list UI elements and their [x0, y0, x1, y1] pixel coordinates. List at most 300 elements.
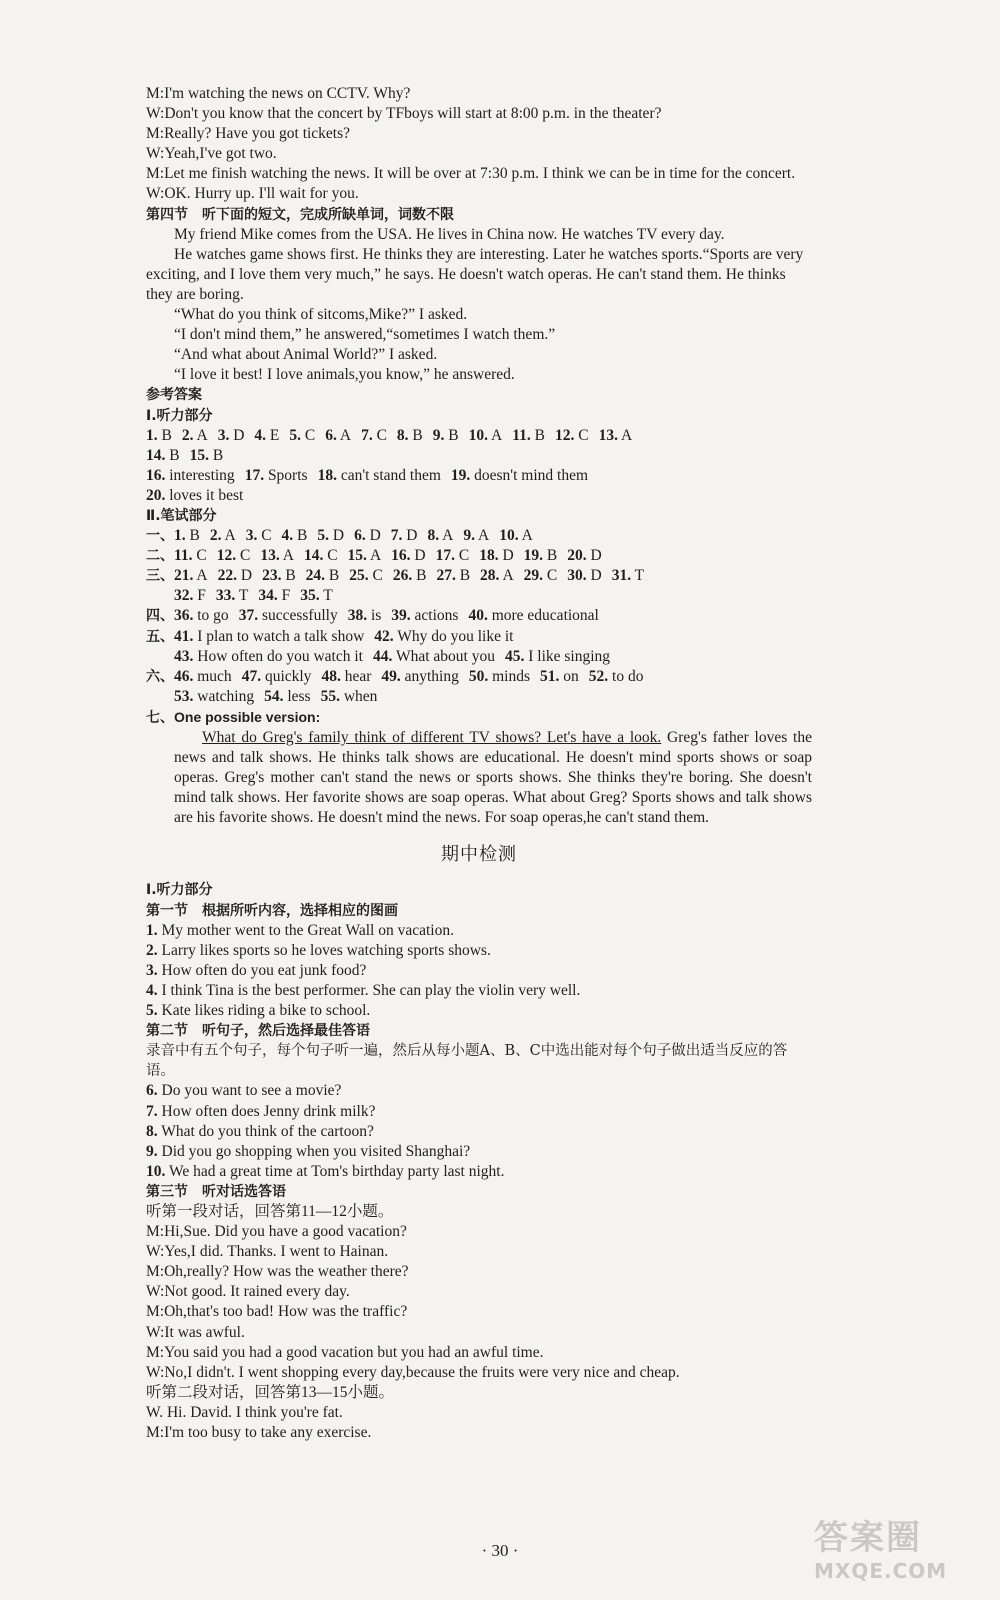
item-number: 52. [588, 667, 609, 685]
answer-item [304, 547, 338, 564]
answer-item [612, 567, 644, 584]
listening-fill-row [146, 486, 812, 506]
answer-item [436, 567, 470, 584]
item-number: 2. [146, 941, 158, 959]
item-number: 37. [238, 607, 259, 625]
answer-item [391, 607, 458, 624]
question-line [146, 1001, 812, 1021]
item-number: 26. [392, 567, 413, 585]
item-number: 22. [217, 567, 237, 585]
item-answer: B [328, 567, 340, 585]
item-answer: C [327, 547, 338, 565]
item-number: 30. [567, 567, 587, 585]
answer-item [381, 668, 459, 685]
dialogue-line: 听第二段对话，回答第13—15小题。 [146, 1383, 395, 1401]
dialogue-line: W:Don't you know that the concert by TFboys will start at 8:00 p.m. in the theater? [146, 105, 662, 123]
item-number: 4. [254, 426, 267, 444]
item-answer: A [339, 426, 352, 444]
mid-listening-heading: Ⅰ.听力部分 [146, 882, 213, 899]
item-answer: F [197, 587, 206, 605]
answer-item [348, 607, 382, 624]
item-number: 10. [499, 527, 519, 545]
passage-paragraph: My friend Mike comes from the USA. He lives in China now. He watches TV every day. [174, 225, 725, 243]
item-number: 7. [146, 1102, 158, 1120]
item-answer: A [282, 547, 294, 565]
question-text: Do you want to see a movie? [161, 1082, 342, 1100]
answer-item [463, 527, 489, 544]
dialogue-line: M:Really? Have you got tickets? [146, 125, 351, 143]
item-number: 32. [174, 587, 194, 605]
answer-item [174, 567, 208, 584]
item-number: 2. [181, 426, 194, 444]
mid-section2-heading: 第二节 听句子，然后选择最佳答语 [146, 1023, 370, 1040]
question-line [146, 961, 812, 981]
question-text: How often does Jenny drink milk? [161, 1102, 376, 1120]
item-answer: B [169, 446, 180, 464]
item-number: 24. [305, 567, 326, 585]
question-text: Larry likes sports so he loves watching sports shows. [161, 941, 491, 959]
answer-item [469, 668, 530, 685]
essay-body: Greg's father loves the news and talk shows. He thinks talk shows are educational. He doesn't mind sports shows or soap operas. Greg's mother can't stand the news or sports shows. She thinks they're boring. She doesn't mind talk shows. Her favorite shows are soap operas. What about Greg? Sports shows and talk shows are his favorite shows. He doesn't mind the news. For soap operas,he can't stand them. [174, 729, 812, 827]
item-answer: C [372, 567, 383, 585]
answer-item [349, 567, 383, 584]
written-answers-row [146, 627, 812, 647]
item-number: 53. [174, 687, 194, 705]
item-number: 18. [317, 466, 337, 484]
dialogue-line: W. Hi. David. I think you're fat. [146, 1403, 343, 1421]
answer-item [391, 527, 418, 544]
item-number: 13. [260, 547, 280, 565]
item-number: 18. [479, 547, 499, 565]
item-answer: C [546, 567, 558, 585]
item-answer: C [458, 547, 470, 565]
passage-paragraph: “What do you think of sitcoms,Mike?” I asked. [174, 306, 468, 324]
written-answers-row [146, 667, 812, 687]
item-number: 10. [468, 426, 488, 444]
item-answer: D [233, 426, 245, 444]
item-answer: B [448, 426, 459, 444]
answer-item [354, 527, 381, 544]
item-number: 45. [504, 647, 525, 665]
item-number: 6. [354, 527, 366, 545]
item-answer: A [369, 547, 382, 565]
answer-item [245, 467, 308, 484]
answer-item [216, 587, 248, 604]
item-number: 5. [317, 527, 330, 545]
model-essay [146, 728, 812, 828]
item-number: 1. [146, 426, 158, 444]
written-heading: Ⅱ.笔试部分 [146, 507, 217, 524]
item-answer: D [590, 567, 602, 585]
item-number: 49. [381, 667, 401, 685]
item-answer: D [414, 547, 426, 565]
item-answer: A [491, 426, 503, 444]
answer-item [480, 567, 514, 584]
item-answer: successfully [261, 607, 338, 625]
answer-item [555, 427, 589, 444]
item-number: 12. [216, 547, 237, 565]
dialogue-line: M:I'm too busy to take any exercise. [146, 1424, 372, 1441]
listening-heading: Ⅰ.听力部分 [146, 407, 213, 424]
passage-paragraph: “And what about Animal World?” I asked. [174, 346, 438, 364]
question-line [146, 1102, 812, 1122]
passage-paragraph: He watches game shows first. He thinks they are interesting. Later he watches sports.“Sports are very exciting, and I love them very much,” he says. He doesn't watch operas. He can't stand them. He thinks they are boring. [146, 245, 804, 303]
listening-answers-row [146, 446, 812, 466]
answer-item [499, 527, 533, 544]
item-answer: on [563, 667, 579, 685]
item-number: 8. [427, 527, 440, 545]
item-number: 17. [244, 466, 265, 484]
answer-item [436, 547, 470, 564]
item-answer: A [196, 426, 208, 444]
question-line [146, 921, 812, 941]
answer-item [524, 547, 558, 564]
item-answer: much [197, 667, 232, 685]
question-line [146, 981, 812, 1001]
item-number: 25. [349, 567, 369, 585]
item-answer: D [502, 547, 514, 565]
item-answer: D [369, 527, 381, 545]
question-line [146, 1081, 812, 1101]
page-number: · 30 · [481, 1541, 519, 1560]
item-answer: A [196, 567, 208, 585]
answer-item [254, 427, 279, 444]
item-number: 43. [174, 647, 194, 665]
listening-fill-answers [146, 466, 812, 506]
answer-item [218, 567, 252, 584]
answer-item [567, 547, 601, 564]
item-answer: T [634, 567, 645, 585]
item-number: 38. [347, 607, 368, 625]
item-answer: B [189, 527, 200, 545]
answer-item [146, 487, 243, 504]
dialogue-line: M:Oh,that's too bad! How was the traffic? [146, 1303, 408, 1321]
question-text: I think Tina is the best performer. She can play the violin very well. [161, 981, 581, 999]
item-answer: less [287, 687, 311, 705]
answer-item [258, 587, 290, 604]
item-answer: B [161, 426, 172, 444]
item-answer: C [261, 527, 272, 545]
answer-item [393, 567, 427, 584]
answer-item [174, 628, 364, 645]
answer-item [512, 427, 545, 444]
item-number: 5. [146, 1002, 158, 1020]
item-answer: D [406, 527, 418, 545]
answer-item [300, 587, 332, 604]
item-number: 42. [374, 627, 394, 645]
item-answer: actions [414, 607, 459, 625]
item-answer: B [297, 527, 308, 545]
item-number: 41. [174, 627, 194, 645]
item-number: 40. [468, 607, 488, 625]
item-number: 11. [174, 547, 193, 565]
item-number: 14. [303, 547, 324, 565]
item-number: 6. [146, 1082, 158, 1100]
listening-fill-row [146, 466, 812, 486]
item-answer: A [224, 527, 236, 545]
dialogue-line: 听第一段对话，回答第11—12小题。 [146, 1202, 394, 1220]
watermark-logo [814, 1510, 984, 1590]
answer-item [428, 527, 454, 544]
question-line [146, 1142, 812, 1162]
item-answer: T [323, 587, 333, 605]
item-answer: C [578, 426, 589, 444]
item-answer: can't stand them [340, 466, 441, 484]
answer-item [318, 467, 441, 484]
answer-item [262, 567, 296, 584]
dialogue-line: W:Yeah,I've got two. [146, 145, 277, 163]
dialogue-line: W:Yes,I did. Thanks. I went to Hainan. [146, 1243, 389, 1261]
item-answer: when [343, 687, 378, 705]
question-text: What do you think of the cartoon? [161, 1122, 374, 1140]
item-number: 7. [390, 527, 403, 545]
answer-item [174, 587, 206, 604]
item-number: 4. [146, 981, 158, 999]
answer-item [260, 547, 294, 564]
answer-item [373, 648, 495, 665]
question-text: How often do you eat junk food? [161, 961, 367, 979]
item-number: 14. [146, 446, 166, 464]
mid-section1-items [146, 921, 812, 1021]
answer-item [174, 648, 363, 665]
item-answer: Why do you like it [397, 627, 514, 645]
dialogue-line: M:You said you had a good vacation but you had an awful time. [146, 1343, 544, 1361]
answer-item [589, 668, 644, 685]
watermark-bottom: MXQE.COM [814, 1559, 948, 1583]
item-number: 15. [189, 446, 209, 464]
mid-section3-heading: 第三节 听对话选答语 [146, 1183, 286, 1200]
answer-item [190, 447, 224, 464]
item-answer: How often do you watch it [197, 647, 363, 665]
item-number: 9. [146, 1142, 158, 1160]
item-answer: B [546, 547, 558, 565]
item-answer: minds [492, 667, 531, 685]
item-number: 33. [215, 587, 236, 605]
written-answers-row [146, 647, 812, 667]
mid-section3-lines [146, 1202, 812, 1443]
item-answer: anything [404, 667, 459, 685]
midterm-title: 期中检测 [441, 844, 517, 866]
item-number: 11. [512, 426, 531, 444]
item-number: 55. [320, 687, 340, 705]
item-number: 20. [146, 486, 166, 504]
item-answer: to do [612, 667, 644, 685]
item-number: 39. [391, 607, 411, 625]
item-number: 23. [262, 567, 282, 585]
essay-first-sentence: What do Greg's family think of different TV shows? Let's have a look. [202, 729, 662, 746]
row-label: 二、 [146, 548, 174, 565]
item-answer: C [304, 426, 316, 444]
passage-paragraph: “I don't mind them,” he answered,“sometimes I watch them.” [174, 326, 556, 344]
item-number: 34. [258, 587, 278, 605]
mid-section2-instruction: 录音中有五个句子，每个句子听一遍，然后从每小题A、B、C中选出能对每个句子做出适当反应的答语。 [146, 1043, 788, 1080]
answer-item [239, 607, 338, 624]
item-answer: C [376, 426, 387, 444]
item-answer: B [412, 426, 423, 444]
answer-item [451, 467, 588, 484]
answer-item [146, 467, 235, 484]
content-column [146, 84, 812, 1443]
item-number: 20. [567, 547, 587, 565]
item-answer: B [459, 567, 471, 585]
answer-item [289, 427, 315, 444]
item-answer: more educational [491, 607, 599, 625]
item-answer: C [196, 547, 207, 565]
dialogue-line: M:Let me finish watching the news. It will be over at 7:30 p.m. I think we can be in time for the concert. [146, 165, 796, 183]
item-answer: B [285, 567, 296, 585]
answer-item [182, 427, 208, 444]
question-text: Kate likes riding a bike to school. [161, 1002, 371, 1020]
item-number: 36. [174, 607, 194, 625]
item-answer: interesting [169, 466, 235, 484]
row-label: 三、 [146, 568, 174, 585]
answer-item [174, 527, 200, 544]
written-answers-row [146, 586, 812, 606]
item-number: 17. [435, 547, 455, 565]
item-answer: quickly [264, 667, 312, 685]
dialogue-line: W:OK. Hurry up. I'll wait for you. [146, 185, 359, 203]
dialogue-line: M:Hi,Sue. Did you have a good vacation? [146, 1223, 407, 1241]
item-number: 19. [523, 547, 544, 565]
answer-item [599, 427, 633, 444]
question-text: Did you go shopping when you visited Shanghai? [161, 1142, 471, 1160]
item-answer: D [590, 547, 602, 565]
section4-heading: 第四节 听下面的短文，完成所缺单词，词数不限 [146, 206, 454, 223]
answer-item [469, 427, 503, 444]
answer-item [361, 427, 387, 444]
answer-item [246, 527, 272, 544]
item-number: 28. [480, 567, 500, 585]
item-answer: A [478, 527, 490, 545]
answer-item [524, 567, 558, 584]
item-number: 3. [217, 426, 230, 444]
item-answer: A [442, 527, 454, 545]
item-number: 1. [146, 921, 158, 939]
listening-answers-row [146, 426, 812, 446]
item-number: 6. [325, 426, 337, 444]
item-answer: hear [344, 667, 372, 685]
watermark-top: 答案圈 [814, 1518, 922, 1558]
answer-item [317, 527, 344, 544]
answer-item [397, 427, 423, 444]
item-answer: B [212, 446, 224, 464]
item-answer: I plan to watch a talk show [197, 627, 365, 645]
item-number: 50. [468, 667, 489, 685]
written-answers-row [146, 687, 812, 707]
item-number: 21. [174, 567, 194, 585]
item-number: 16. [146, 466, 166, 484]
mid-section1-heading: 第一节 根据所听内容，选择相应的图画 [146, 902, 398, 919]
answer-item [321, 668, 371, 685]
dialogue-line: W:No,I didn't. I went shopping every day,because the fruits were very nice and cheap. [146, 1363, 680, 1381]
answer-item [242, 668, 312, 685]
item-answer: What about you [395, 647, 495, 665]
item-number: 10. [146, 1162, 166, 1180]
answer-item [174, 607, 229, 624]
row-label: 六、 [146, 668, 174, 685]
item-answer: F [281, 587, 291, 605]
item-number: 2. [209, 527, 222, 545]
answer-item [540, 668, 579, 685]
item-number: 5. [289, 426, 301, 444]
item-answer: doesn't mind them [474, 466, 589, 484]
written-answers [146, 526, 812, 707]
dialogue-line: W:Not good. It rained every day. [146, 1283, 350, 1301]
written-answers-row [146, 606, 812, 626]
item-number: 9. [463, 527, 475, 545]
item-number: 44. [372, 647, 393, 665]
mid-section2-items [146, 1081, 812, 1181]
item-number: 3. [146, 961, 158, 979]
item-number: 48. [321, 667, 341, 685]
question-line [146, 941, 812, 961]
answer-item [174, 688, 254, 705]
item-answer: loves it best [169, 486, 244, 504]
item-answer: watching [197, 687, 255, 705]
dialogue-line: M:I'm watching the news on CCTV. Why? [146, 85, 411, 102]
item-answer: C [240, 547, 251, 565]
item-number: 8. [396, 426, 409, 444]
item-number: 9. [432, 426, 445, 444]
dialogue-line: W:It was awful. [146, 1323, 245, 1341]
item-answer: D [332, 527, 345, 545]
item-answer: D [240, 567, 253, 585]
item-number: 31. [611, 567, 632, 585]
answer-item [468, 607, 598, 624]
seven-title: One possible version: [174, 708, 321, 725]
item-number: 4. [281, 527, 294, 545]
dialogue-line: M:Oh,really? How was the weather there? [146, 1263, 409, 1281]
seven-label: 七、 [146, 709, 174, 726]
item-answer: A [620, 426, 633, 444]
item-number: 16. [391, 547, 411, 565]
answer-item [325, 427, 351, 444]
question-line [146, 1162, 812, 1182]
answer-item [348, 547, 382, 564]
item-number: 3. [245, 527, 258, 545]
answer-item [391, 547, 425, 564]
item-answer: I like singing [528, 647, 611, 665]
item-number: 29. [523, 567, 544, 585]
written-answers-row [146, 566, 812, 586]
answer-item [479, 547, 513, 564]
answers-heading: 参考答案 [146, 387, 202, 404]
answer-item [505, 648, 610, 665]
item-answer: B [534, 426, 545, 444]
item-number: 27. [436, 567, 456, 585]
passage [146, 225, 812, 386]
answer-item [218, 427, 245, 444]
row-label: 五、 [146, 628, 174, 645]
item-number: 19. [450, 466, 471, 484]
answer-item [146, 447, 180, 464]
answer-item [146, 427, 172, 444]
answer-item [264, 688, 311, 705]
item-answer: A [502, 567, 514, 585]
answer-item [210, 527, 236, 544]
item-answer: to go [197, 607, 229, 625]
dialogue-section [146, 84, 812, 205]
answer-item [374, 628, 513, 645]
item-answer: B [416, 567, 427, 585]
item-answer: T [238, 587, 249, 605]
item-number: 7. [361, 426, 373, 444]
item-number: 35. [300, 587, 320, 605]
answer-item [321, 688, 378, 705]
item-answer: Sports [267, 466, 308, 484]
answer-item [306, 567, 340, 584]
row-label: 四、 [146, 608, 174, 625]
